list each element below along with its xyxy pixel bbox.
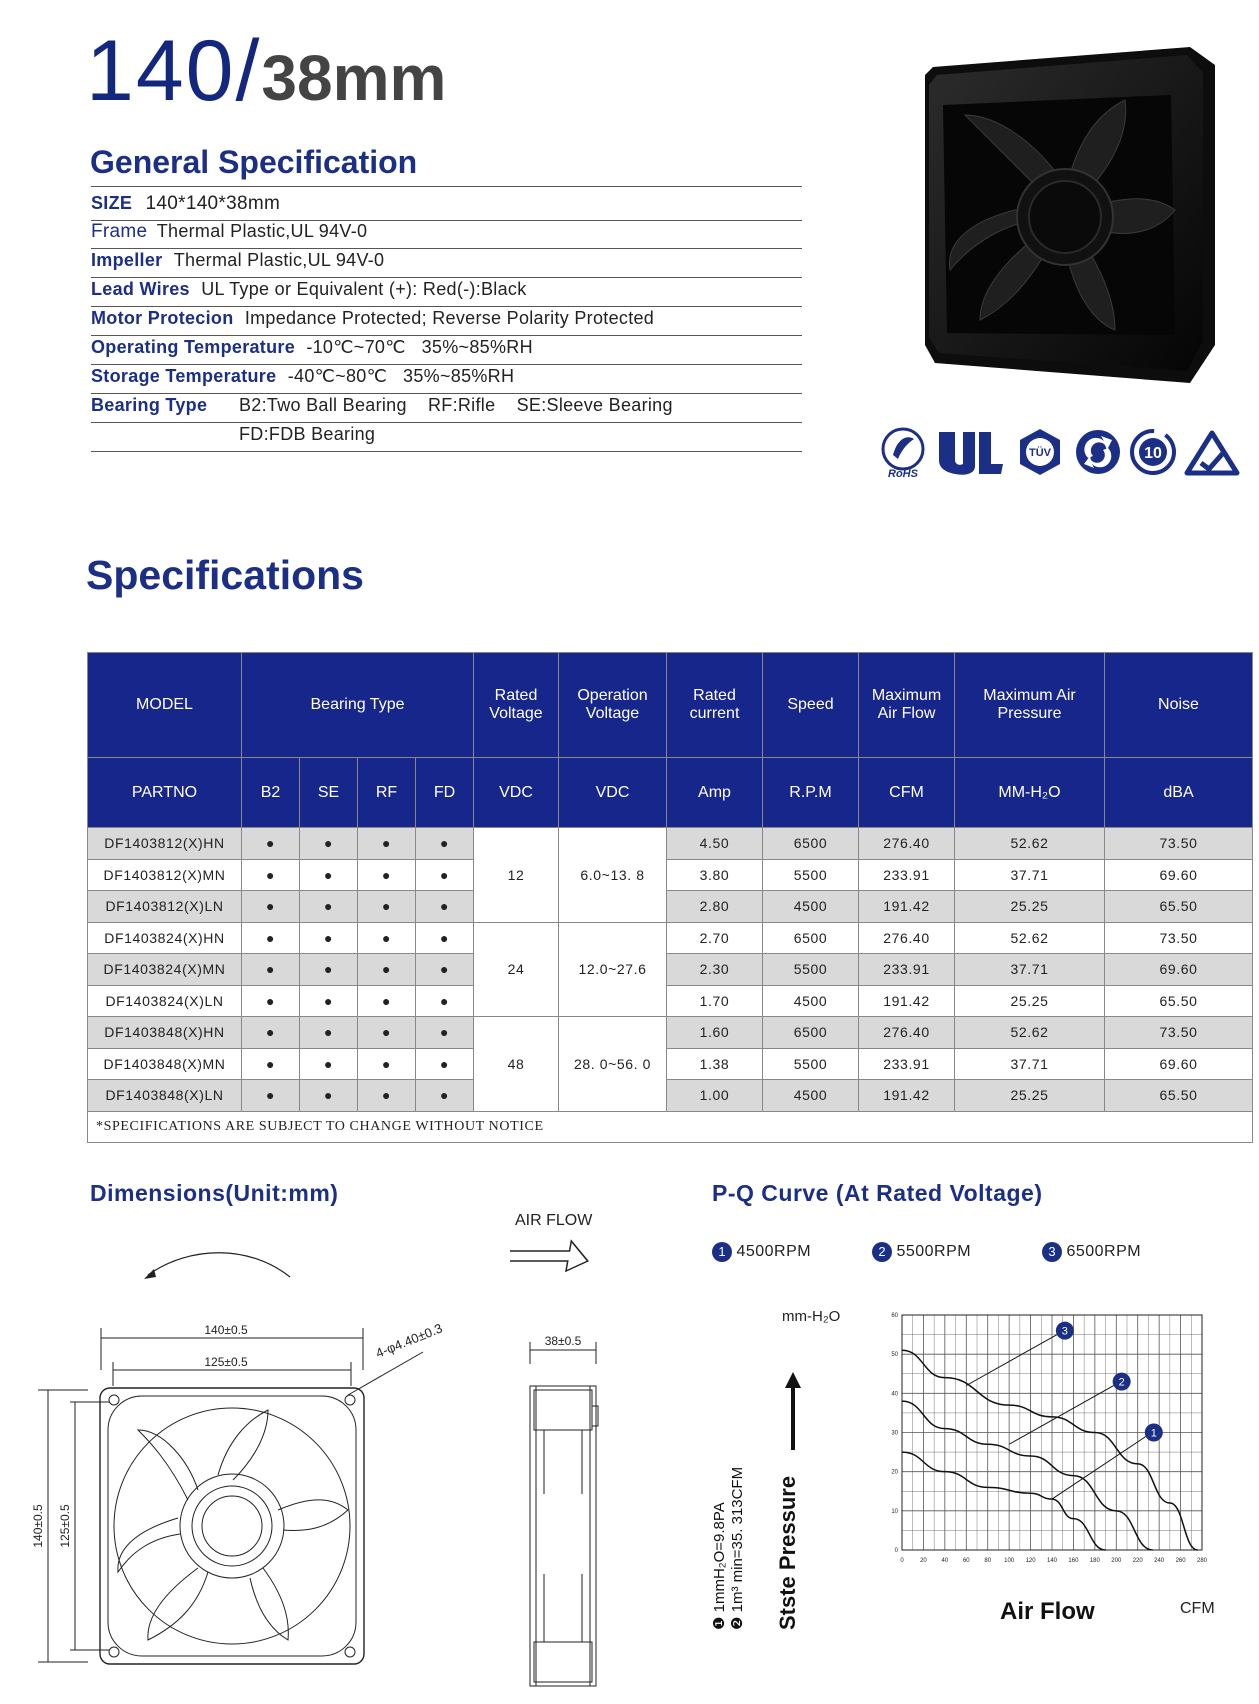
table-row: [88, 954, 1253, 986]
unit-se: SE: [300, 758, 358, 828]
cell-rated-voltage: 48: [474, 1017, 559, 1112]
up-arrow-icon: [782, 1372, 804, 1452]
y-tick-label: 60: [891, 1313, 898, 1319]
col-model: MODEL: [88, 653, 242, 758]
cell-amp: 2.80: [667, 891, 763, 923]
specifications-table: [87, 652, 1253, 1143]
fan-front-view-drawing: [28, 1310, 478, 1700]
callout-line-3: [966, 1335, 1057, 1386]
cell-pressure: 37.71: [955, 954, 1105, 986]
spec-row-lead-wires: Lead Wires UL Type or Equivalent (+): Red(-):Black: [91, 279, 802, 307]
cell-se: ●: [300, 954, 358, 986]
cell-model: DF1403824(X)HN: [88, 922, 242, 954]
cell-b2: ●: [242, 828, 300, 860]
callout-line-2: [1009, 1386, 1114, 1445]
unit-partno: PARTNO: [88, 758, 242, 828]
x-tick-label: 40: [941, 1558, 949, 1564]
cell-model: DF1403812(X)HN: [88, 828, 242, 860]
unit-amp: Amp: [667, 758, 763, 828]
cell-pressure: 37.71: [955, 859, 1105, 891]
specifications-title: Specifications: [86, 552, 364, 598]
dim-height-140: 140±0.5: [31, 1504, 45, 1548]
cell-operation-voltage: 12.0~27.6: [559, 922, 667, 1017]
cell-fd: ●: [416, 1048, 474, 1080]
cell-se: ●: [300, 859, 358, 891]
badge-2: 2: [872, 1242, 892, 1262]
cell-amp: 3.80: [667, 859, 763, 891]
cell-pressure: 25.25: [955, 1080, 1105, 1112]
rotation-arrow-icon: [140, 1243, 300, 1283]
cell-pressure: 52.62: [955, 828, 1105, 860]
table-header-row-1: [88, 653, 1253, 758]
spec-row-size: SIZE 140*140*38mm: [91, 193, 802, 221]
cell-fd: ●: [416, 954, 474, 986]
unit-rf: RF: [358, 758, 416, 828]
x-tick-label: 280: [1196, 1558, 1208, 1564]
callout-label-1: 1: [1150, 1427, 1157, 1440]
cell-operation-voltage: 6.0~13. 8: [559, 828, 667, 923]
cell-amp: 4.50: [667, 828, 763, 860]
general-spec-title: General Specification: [90, 144, 418, 180]
cell-rpm: 5500: [763, 954, 859, 986]
ul-icon: [935, 430, 1005, 476]
cell-cfm: 191.42: [859, 1080, 955, 1112]
cell-rpm: 5500: [763, 1048, 859, 1080]
recycle-icon: [1074, 428, 1122, 476]
cell-fd: ●: [416, 1080, 474, 1112]
y-unit-label: mm-H₂O: [782, 1308, 841, 1325]
cell-cfm: 276.40: [859, 922, 955, 954]
x-tick-label: 120: [1025, 1558, 1036, 1564]
cell-noise: 69.60: [1105, 1048, 1253, 1080]
spec-row-storage-temp: Storage Temperature -40℃~80℃ 35%~85%RH: [91, 366, 802, 394]
unit-dba: dBA: [1105, 758, 1253, 828]
air-flow-arrow-icon: [510, 1235, 600, 1273]
cell-se: ●: [300, 1017, 358, 1049]
col-speed: Speed: [763, 653, 859, 758]
cell-cfm: 233.91: [859, 859, 955, 891]
page-title: [86, 23, 447, 119]
svg-text:RoHS: RoHS: [888, 468, 918, 479]
cell-rpm: 6500: [763, 922, 859, 954]
table-row: [88, 891, 1253, 923]
dim-width-125: 125±0.5: [204, 1355, 248, 1369]
cell-rf: ●: [358, 985, 416, 1017]
y-tick-label: 10: [891, 1508, 898, 1515]
cell-noise: 73.50: [1105, 1017, 1253, 1049]
cell-amp: 1.00: [667, 1080, 763, 1112]
cell-rf: ●: [358, 828, 416, 860]
pq-chart: [880, 1305, 1220, 1585]
note-row: [88, 1111, 1253, 1143]
table-row: [88, 828, 1253, 860]
cell-cfm: 191.42: [859, 985, 955, 1017]
spec-row-operating-temp: Operating Temperature -10℃~70℃ 35%~85%RH: [91, 337, 802, 365]
x-tick-label: 260: [1175, 1558, 1186, 1564]
air-flow-label: AIR FLOW: [515, 1212, 593, 1229]
cell-noise: 65.50: [1105, 891, 1253, 923]
dim-hole: 4-φ4.40±0.3: [373, 1320, 445, 1361]
legend-item-3: 3 6500RPM: [1042, 1242, 1141, 1262]
dim-depth: 38±0.5: [544, 1334, 582, 1348]
col-max-air-flow: Maximum Air Flow: [859, 653, 955, 758]
cell-amp: 2.70: [667, 922, 763, 954]
badge-1: 1: [712, 1242, 732, 1262]
fan-product-image: [925, 45, 1215, 385]
unit-vdc-operation: VDC: [559, 758, 667, 828]
col-rated-current: Rated current: [667, 653, 763, 758]
x-tick-label: 60: [962, 1558, 970, 1564]
cell-cfm: 233.91: [859, 954, 955, 986]
unit-mmh2o: MM-H₂O: [955, 758, 1105, 828]
title-size: 140/: [86, 23, 262, 119]
cell-rated-voltage: 12: [474, 828, 559, 923]
cell-model: DF1403812(X)MN: [88, 859, 242, 891]
cell-model: DF1403848(X)HN: [88, 1017, 242, 1049]
cell-cfm: 191.42: [859, 891, 955, 923]
unit-vdc-rated: VDC: [474, 758, 559, 828]
table-row: [88, 1017, 1253, 1049]
x-axis-title: Air Flow: [1000, 1598, 1095, 1625]
cell-amp: 1.70: [667, 985, 763, 1017]
cell-noise: 69.60: [1105, 954, 1253, 986]
cell-fd: ●: [416, 859, 474, 891]
cell-amp: 2.30: [667, 954, 763, 986]
cell-model: DF1403824(X)LN: [88, 985, 242, 1017]
cell-b2: ●: [242, 922, 300, 954]
pq-curve-title: P-Q Curve (At Rated Voltage): [712, 1180, 1043, 1206]
rcm-icon: [1184, 430, 1240, 476]
cell-rf: ●: [358, 859, 416, 891]
cell-b2: ●: [242, 985, 300, 1017]
badge-3: 3: [1042, 1242, 1062, 1262]
table-row: [88, 859, 1253, 891]
pq-lines: [902, 1350, 1198, 1550]
col-bearing-type: Bearing Type: [242, 653, 474, 758]
y-tick-label: 40: [891, 1391, 898, 1398]
cell-cfm: 233.91: [859, 1048, 955, 1080]
col-rated-voltage: Rated Voltage: [474, 653, 559, 758]
spec-row-motor-protection: Motor Protecion Impedance Protected; Reverse Polarity Protected: [91, 308, 802, 336]
spec-note: *SPECIFICATIONS ARE SUBJECT TO CHANGE WITHOUT NOTICE: [88, 1111, 1253, 1143]
cell-fd: ●: [416, 828, 474, 860]
pq-callouts: [966, 1322, 1162, 1499]
svg-text:TÜV: TÜV: [1029, 447, 1051, 459]
cell-fd: ●: [416, 922, 474, 954]
tuv-icon: [1016, 428, 1064, 476]
dim-height-125: 125±0.5: [58, 1504, 72, 1548]
cell-se: ●: [300, 828, 358, 860]
unit-fd: FD: [416, 758, 474, 828]
cell-rf: ●: [358, 954, 416, 986]
cell-rpm: 4500: [763, 1080, 859, 1112]
cell-pressure: 37.71: [955, 1048, 1105, 1080]
cell-rf: ●: [358, 1080, 416, 1112]
cell-cfm: 276.40: [859, 828, 955, 860]
legend-item-1: 1 4500RPM: [712, 1242, 811, 1262]
cell-rated-voltage: 24: [474, 922, 559, 1017]
cell-amp: 1.38: [667, 1048, 763, 1080]
spec-row-frame: Frame Thermal Plastic,UL 94V-0: [91, 221, 802, 249]
x-tick-label: 100: [1004, 1558, 1015, 1564]
x-unit-label: CFM: [1180, 1600, 1215, 1617]
conversion-2: ❷ 1m³ min=35. 313CFM: [729, 1466, 746, 1630]
col-operation-voltage: Operation Voltage: [559, 653, 667, 758]
divider: [91, 186, 802, 187]
cell-b2: ●: [242, 1017, 300, 1049]
spec-row-impeller: Impeller Thermal Plastic,UL 94V-0: [91, 250, 802, 278]
table-row: [88, 922, 1253, 954]
x-tick-label: 180: [1089, 1558, 1100, 1564]
cell-model: DF1403848(X)MN: [88, 1048, 242, 1080]
pq-line-1: [902, 1452, 1106, 1550]
cell-rpm: 6500: [763, 828, 859, 860]
cell-pressure: 52.62: [955, 1017, 1105, 1049]
cell-model: DF1403848(X)LN: [88, 1080, 242, 1112]
x-tick-label: 80: [984, 1558, 992, 1564]
cell-se: ●: [300, 1048, 358, 1080]
x-tick-label: 220: [1132, 1558, 1143, 1564]
cell-fd: ●: [416, 891, 474, 923]
x-tick-label: 160: [1068, 1558, 1079, 1564]
table-header-row-2: [88, 758, 1253, 828]
cell-model: DF1403824(X)MN: [88, 954, 242, 986]
cell-pressure: 25.25: [955, 891, 1105, 923]
cell-model: DF1403812(X)LN: [88, 891, 242, 923]
callout-line-1: [1052, 1437, 1146, 1500]
rohs-icon: [878, 427, 928, 479]
table-row: [88, 985, 1253, 1017]
cell-noise: 65.50: [1105, 1080, 1253, 1112]
x-tick-label: 240: [1154, 1558, 1165, 1564]
cell-b2: ●: [242, 954, 300, 986]
unit-cfm: CFM: [859, 758, 955, 828]
x-tick-label: 200: [1111, 1558, 1122, 1564]
pq-line-3: [902, 1350, 1198, 1550]
svg-text:10: 10: [1144, 445, 1162, 462]
col-max-air-pressure: Maximum Air Pressure: [955, 653, 1105, 758]
cell-rf: ●: [358, 922, 416, 954]
spec-row-bearing-type: Bearing Type B2:Two Ball Bearing RF:Rifle SE:Sleeve Bearing: [91, 395, 802, 423]
x-tick-label: 20: [920, 1558, 927, 1564]
cell-rpm: 4500: [763, 891, 859, 923]
cell-noise: 65.50: [1105, 985, 1253, 1017]
cell-noise: 73.50: [1105, 828, 1253, 860]
x-tick-label: 140: [1046, 1558, 1058, 1564]
cell-fd: ●: [416, 1017, 474, 1049]
cell-rpm: 6500: [763, 1017, 859, 1049]
cell-rpm: 5500: [763, 859, 859, 891]
x-tick-label: 0: [900, 1558, 904, 1564]
cell-fd: ●: [416, 985, 474, 1017]
cell-se: ●: [300, 1080, 358, 1112]
y-tick-label: 20: [891, 1469, 898, 1476]
cell-amp: 1.60: [667, 1017, 763, 1049]
cell-rf: ●: [358, 891, 416, 923]
unit-rpm: R.P.M: [763, 758, 859, 828]
conversion-1: ❶ 1mmH₂O=9.8PA: [711, 1502, 728, 1630]
legend-item-2: 2 5500RPM: [872, 1242, 971, 1262]
cell-se: ●: [300, 922, 358, 954]
y-tick-label: 30: [891, 1430, 898, 1437]
cell-rf: ●: [358, 1017, 416, 1049]
cell-b2: ●: [242, 1048, 300, 1080]
cell-cfm: 276.40: [859, 1017, 955, 1049]
pq-line-2: [902, 1401, 1153, 1550]
table-row: [88, 1080, 1253, 1112]
callout-label-2: 2: [1118, 1376, 1125, 1389]
title-depth: 38mm: [261, 42, 447, 114]
cell-pressure: 52.62: [955, 922, 1105, 954]
cell-b2: ●: [242, 1080, 300, 1112]
ten-year-icon: [1128, 428, 1178, 476]
col-noise: Noise: [1105, 653, 1253, 758]
cell-pressure: 25.25: [955, 985, 1105, 1017]
y-tick-label: 50: [891, 1352, 898, 1359]
cell-se: ●: [300, 891, 358, 923]
dimensions-title: Dimensions(Unit:mm): [90, 1180, 339, 1206]
y-tick-label: 0: [894, 1548, 898, 1554]
cell-rpm: 4500: [763, 985, 859, 1017]
cell-se: ●: [300, 985, 358, 1017]
dim-width-140: 140±0.5: [204, 1323, 248, 1337]
cell-operation-voltage: 28. 0~56. 0: [559, 1017, 667, 1112]
cell-b2: ●: [242, 859, 300, 891]
callout-label-3: 3: [1061, 1325, 1068, 1338]
table-row: [88, 1048, 1253, 1080]
fan-side-view-drawing: [520, 1324, 610, 1694]
cell-rf: ●: [358, 1048, 416, 1080]
cell-noise: 69.60: [1105, 859, 1253, 891]
unit-b2: B2: [242, 758, 300, 828]
cell-noise: 73.50: [1105, 922, 1253, 954]
cell-b2: ●: [242, 891, 300, 923]
spec-row-bearing-type-cont: FD:FDB Bearing: [91, 424, 802, 452]
